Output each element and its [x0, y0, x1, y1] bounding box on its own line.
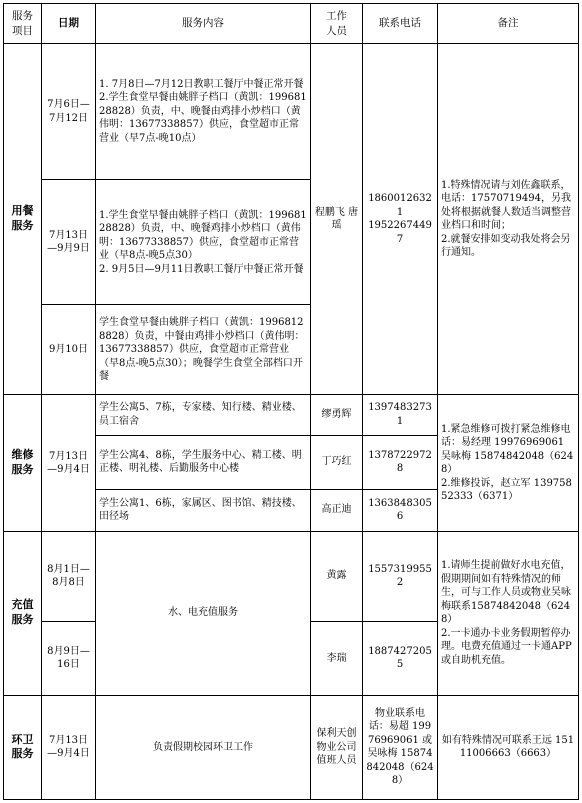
repair-phone-1: 13974832731 [363, 395, 438, 435]
dining-staff: 程鹏飞 唐 瑶 [311, 44, 363, 395]
sanitation-staff: 保利天创物业公司值班人员 [311, 695, 363, 799]
recharge-category: 充值服务 [4, 531, 42, 695]
recharge-phone-1: 15573199552 [363, 531, 438, 621]
repair-content-2: 学生公寓4、8栋，学生服务中心、精工楼、明正楼、明礼楼、后勤服务中心楼 [96, 435, 311, 489]
sanitation-category: 环卫服务 [4, 695, 42, 799]
repair-staff-1: 缪勇辉 [311, 395, 363, 435]
recharge-row-1 [4, 531, 579, 621]
repair-phone-3: 13638483056 [363, 489, 438, 531]
recharge-note: 1.请师生提前做好水电充值，假期期间如有特殊情况的师生，可与工作人员或物业吴咏梅联系15874842048（6248） 2.一卡通办卡业务假期暂停办理。电费充值通过一卡通APP或自助机充值。 [438, 531, 579, 695]
dining-date-3: 9月10日 [42, 305, 96, 395]
sanitation-date: 7月13日—9月4日 [42, 695, 96, 799]
header-service-item: 服务 项目 [4, 4, 42, 44]
dining-content-1: 1. 7月8日—7月12日教职工餐厅中餐正常开餐 2.学生食堂早餐由姚胖子档口（黄凯：19968128828）负责，中、晚餐由鸡排小炒档口（黄伟明：13677338857）供应，食堂超市正常营业（早7点-晚10点） [96, 44, 311, 180]
repair-staff-3: 高正迪 [311, 489, 363, 531]
recharge-content: 水、电充值服务 [96, 531, 311, 695]
recharge-staff-1: 黄露 [311, 531, 363, 621]
sanitation-phone: 物业联系电话：易超 19976969061 或吴咏梅 15874842048（6248） [363, 695, 438, 799]
header-row [4, 4, 579, 44]
repair-row-1 [4, 395, 579, 435]
header-note: 备注 [438, 4, 579, 44]
recharge-date-2: 8月9日—16日 [42, 621, 96, 695]
repair-date: 7月13日—9月4日 [42, 395, 96, 531]
dining-content-2: 1.学生食堂早餐由姚胖子档口（黄凯：19968128828）负责，中、晚餐鸡排小炒档口（黄伟明：13677338857）供应，食堂超市正常营业（早8点-晚5点30） 2. 9月5日—9月11日教职工餐厅中餐正常开餐 [96, 180, 311, 305]
sanitation-note: 如有特殊情况可联系王远 15111006663（6663） [438, 695, 579, 799]
repair-phone-2: 13787229728 [363, 435, 438, 489]
header-staff: 工作 人员 [311, 4, 363, 44]
dining-row-1 [4, 44, 579, 180]
service-schedule-table [3, 3, 579, 800]
recharge-staff-2: 李瑞 [311, 621, 363, 695]
repair-category: 维修服务 [4, 395, 42, 531]
header-phone: 联系电话 [363, 4, 438, 44]
header-date: 日期 [42, 4, 96, 44]
dining-phones: 18600126321 19522674497 [363, 44, 438, 395]
sanitation-row [4, 695, 579, 799]
sanitation-content: 负责假期校园环卫工作 [96, 695, 311, 799]
dining-content-3: 学生食堂早餐由姚胖子档口（黄凯：19968128828）负责，中餐由鸡排小炒档口（黄伟明：13677338857）供应，食堂超市正常营业（早8点-晚5点30）；晚餐学生食堂全部档口开餐 [96, 305, 311, 395]
recharge-date-1: 8月1日—8月8日 [42, 531, 96, 621]
dining-date-1: 7月6日—7月12日 [42, 44, 96, 180]
header-content: 服务内容 [96, 4, 311, 44]
repair-staff-2: 丁巧红 [311, 435, 363, 489]
repair-content-3: 学生公寓1、6栋，家属区、图书馆、精技楼、田径场 [96, 489, 311, 531]
dining-category: 用餐服务 [4, 44, 42, 395]
repair-note: 1.紧急维修可拨打紧急维修电话：易经理 19976969061 吴咏梅 15874842048（6248） 2.维修投诉，赵立军 13975852333（6371） [438, 395, 579, 531]
dining-note: 1.特殊情况请与刘佐鑫联系，电话：17570719494，另我处将根据就餐人数适当调整营业档口和时间； 2.就餐安排如变动我处将会另行通知。 [438, 44, 579, 395]
repair-content-1: 学生公寓5、7栋，专家楼、知行楼、精业楼、员工宿舍 [96, 395, 311, 435]
recharge-phone-2: 18874272055 [363, 621, 438, 695]
dining-date-2: 7月13日—9月9日 [42, 180, 96, 305]
